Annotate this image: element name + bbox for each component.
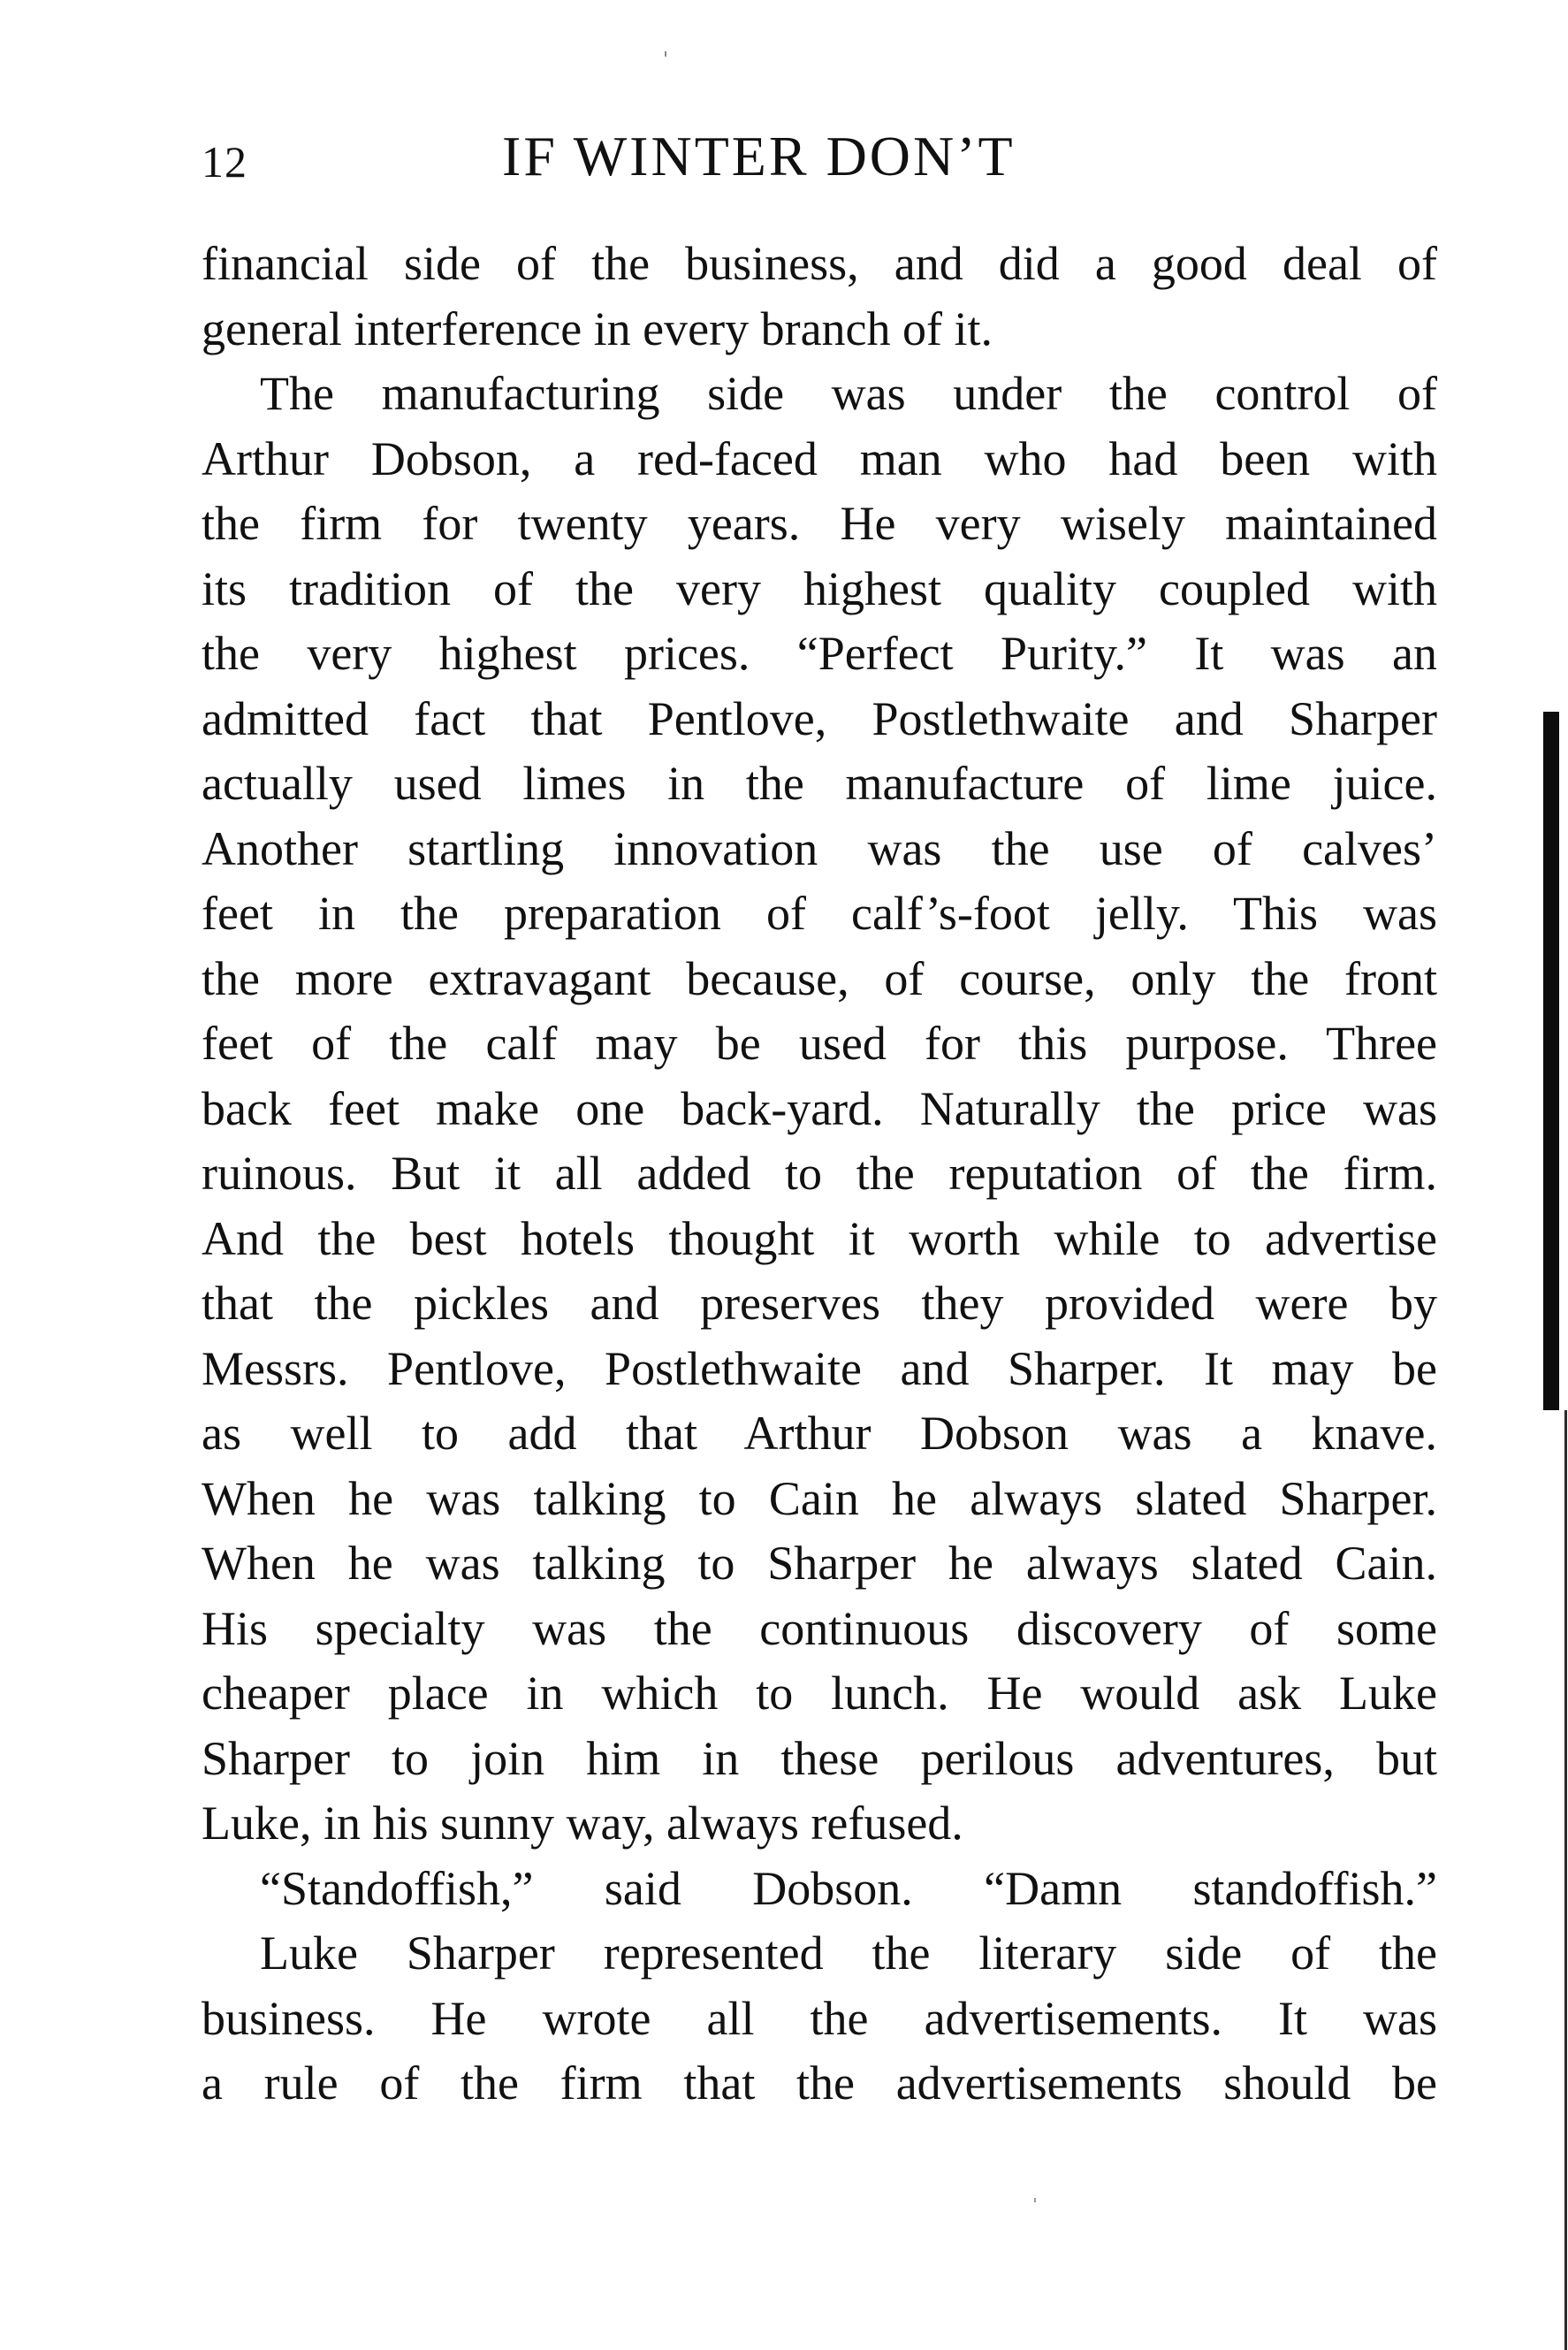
text-line: Sharper to join him in these perilous adventures, but bbox=[202, 1731, 1437, 1785]
text-line: its tradition of the very highest quality coupled with bbox=[202, 561, 1437, 615]
text-line: general interference in every branch of it. bbox=[202, 301, 993, 355]
page-number: 12 bbox=[202, 137, 247, 187]
text-line: cheaper place in which to lunch. He would ask Luke bbox=[202, 1667, 1437, 1720]
text-line: the very highest prices. “Perfect Purity.” It was an bbox=[202, 627, 1437, 680]
text-line: the firm for twenty years. He very wisely maintained bbox=[202, 497, 1437, 550]
text-line: And the best hotels thought it worth while to advertise bbox=[202, 1211, 1437, 1265]
text-line: business. He wrote all the advertisements. It was bbox=[202, 1991, 1437, 2045]
text-line: When he was talking to Cain he always slated Sharper. bbox=[202, 1471, 1437, 1525]
text-line: His specialty was the continuous discovery of some bbox=[202, 1601, 1437, 1655]
text-line: admitted fact that Pentlove, Postlethwaite and Sharper bbox=[202, 691, 1437, 745]
text-line: ruinous. But it all added to the reputation of the firm. bbox=[202, 1147, 1437, 1200]
text-line: feet in the preparation of calf’s-foot jelly. This was bbox=[202, 887, 1437, 940]
text-line: back feet make one back-yard. Naturally the price was bbox=[202, 1081, 1437, 1135]
scan-speck bbox=[665, 51, 666, 57]
text-line: Messrs. Pentlove, Postlethwaite and Sharper. It may be bbox=[202, 1341, 1437, 1395]
text-line: a rule of the firm that the advertisements should be bbox=[202, 2056, 1437, 2110]
text-line: actually used limes in the manufacture of lime juice. bbox=[202, 757, 1437, 810]
running-header bbox=[202, 124, 1437, 195]
text-line: The manufacturing side was under the control of bbox=[260, 367, 1437, 420]
scan-speck bbox=[1034, 2198, 1036, 2202]
page-edge-line bbox=[1564, 1410, 1567, 2350]
text-line: Arthur Dobson, a red-faced man who had been with bbox=[202, 431, 1437, 485]
text-line: the more extravagant because, of course, only the front bbox=[202, 951, 1437, 1005]
body-text bbox=[202, 232, 1437, 2117]
text-line: Luke Sharper represented the literary side of the bbox=[260, 1927, 1437, 1980]
text-line: Another startling innovation was the use of calves’ bbox=[202, 821, 1437, 875]
text-line: as well to add that Arthur Dobson was a knave. bbox=[202, 1407, 1437, 1460]
text-line: feet of the calf may be used for this purpose. Three bbox=[202, 1017, 1437, 1070]
text-line: “Standoffish,” said Dobson. “Damn standoffish.” bbox=[260, 1861, 1437, 1915]
running-title: IF WINTER DON’T bbox=[502, 125, 1016, 187]
text-line: that the pickles and preserves they provided were by bbox=[202, 1277, 1437, 1330]
page-edge-shadow bbox=[1543, 712, 1559, 1410]
text-line: financial side of the business, and did a good deal of bbox=[202, 237, 1437, 290]
text-line: When he was talking to Sharper he always slated Cain. bbox=[202, 1537, 1437, 1590]
text-line: Luke, in his sunny way, always refused. bbox=[202, 1797, 963, 1850]
